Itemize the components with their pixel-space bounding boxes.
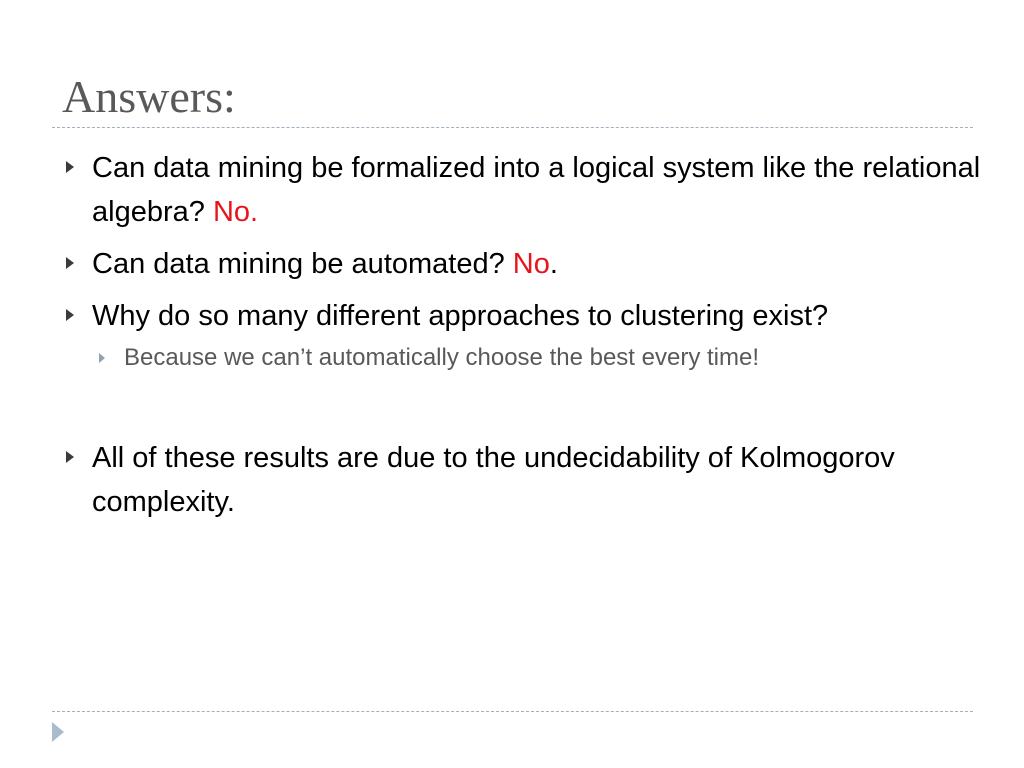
bullet-text: Can data mining be formalized into a logical system like the relational algebra? xyxy=(92,152,981,228)
bullet-text: Why do so many different approaches to clustering exist? xyxy=(92,300,829,332)
sub-bullet-arrow-icon xyxy=(99,353,105,363)
bullet-item xyxy=(62,436,992,524)
bullet-arrow-icon xyxy=(66,257,74,269)
bullet-item xyxy=(62,294,992,338)
bullet-text: All of these results are due to the undecidability of Kolmogorov complexity. xyxy=(92,442,895,518)
bullet-item xyxy=(62,146,992,234)
sub-bullet-text: Because we can’t automatically choose the best every time! xyxy=(124,344,759,371)
next-slide-arrow-icon[interactable] xyxy=(52,722,64,742)
bullet-item xyxy=(62,242,992,286)
sub-bullet-item xyxy=(62,340,992,376)
slide-title: Answers: xyxy=(62,71,236,122)
bullet-arrow-icon xyxy=(66,451,74,463)
answer-text: No. xyxy=(212,196,259,228)
bullet-arrow-icon xyxy=(66,161,74,173)
title-divider xyxy=(52,127,973,128)
footer-divider xyxy=(52,711,973,712)
bullet-list xyxy=(62,146,992,532)
answer-text: No xyxy=(512,248,550,280)
bullet-arrow-icon xyxy=(66,309,74,321)
bullet-trailing-text: . xyxy=(549,248,558,280)
bullet-text: Can data mining be automated? xyxy=(92,248,513,280)
